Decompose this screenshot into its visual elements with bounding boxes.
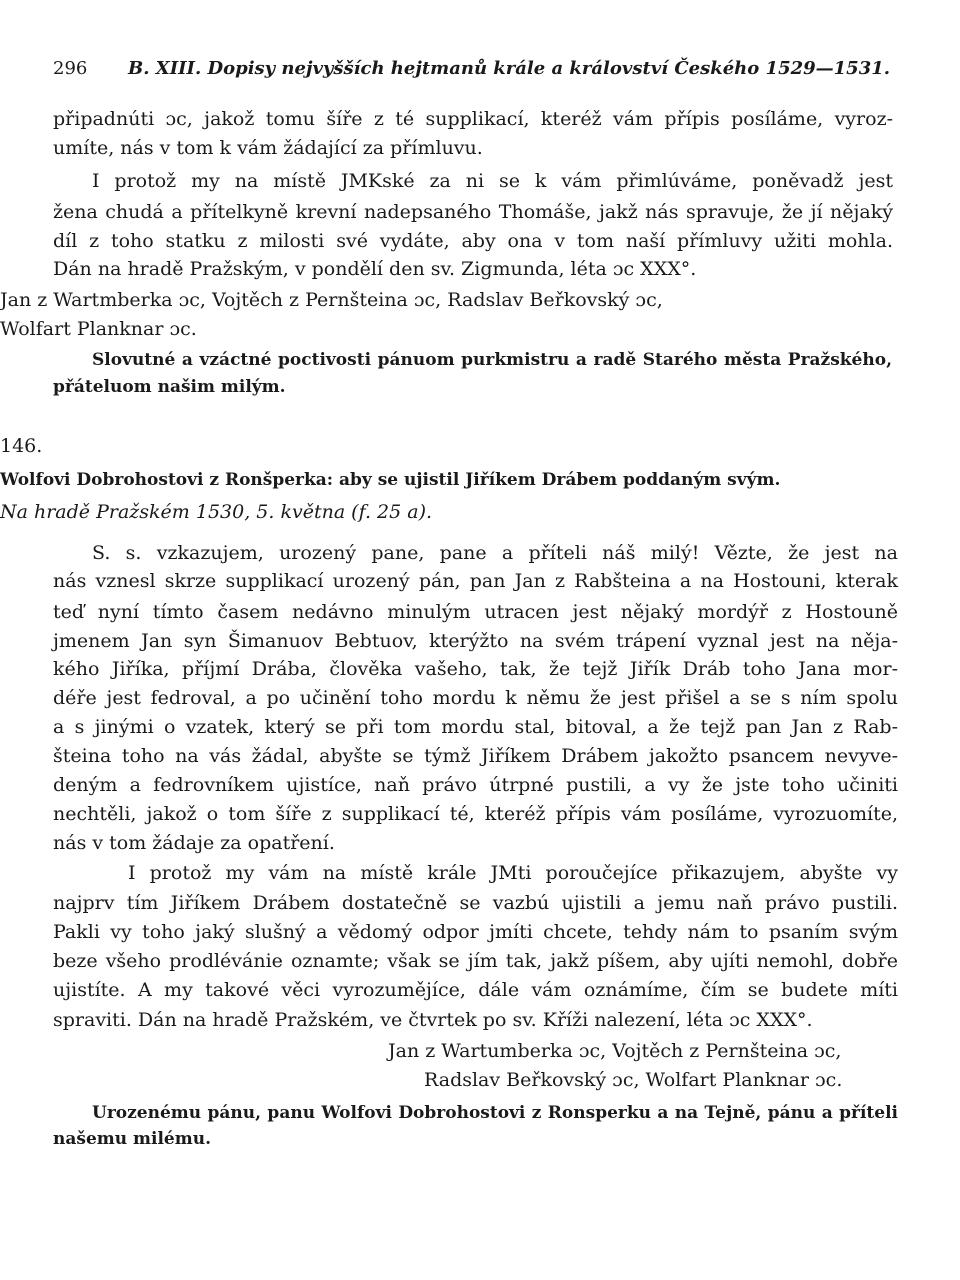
running-title: B. XIII. Dopisy nejvyšších hejtmanů krále a království Českého 1529—1531.: [128, 58, 891, 79]
body-line: nás v tom žádaje za opatření.: [53, 832, 335, 854]
body-line: šteina toho na vás žádal, abyšte se týmž Jiříkem Drábem jakožto psancem nevyve-: [53, 745, 898, 767]
body-line: jmenem Jan syn Šimanuov Bebtuov, kterýžto na svém trápení vyznal jest na něja-: [53, 630, 898, 652]
body-line: najprv tím Jiříkem Drábem dostatečně se vazbú ujistili a jemu naň právo pustili.: [53, 892, 898, 914]
body-line: I protož my vám na místě krále JMti poroučejíce přikazujem, abyšte vy: [128, 862, 898, 884]
body-line: beze všeho prodlévánie oznamte; však se jím tak, jakž píšem, aby ujíti nemohl, dobře: [53, 950, 898, 972]
address-line: Slovutné a vzáctné poctivosti pánuom purkmistru a radě Starého města Pražského,: [92, 350, 892, 370]
body-line: Pakli vy toho jaký slušný a vědomý odpor jmíti chcete, tehdy nám to psaním svým: [53, 921, 898, 943]
body-line: kého Jiříka, příjmí Drába, člověka vašeho, tak, že tejž Jiřík Dráb toho Jana mor-: [53, 658, 898, 680]
letter-number: 146.: [0, 435, 43, 457]
body-line: I protož my na místě JMKské za ni se k vám přimlúváme, poněvadž jest: [92, 170, 893, 192]
body-line: díl z toho statku z milosti své vydáte, aby ona v tom naší přímluvy užiti mohla.: [53, 230, 893, 252]
body-line: připadnúti ɔc, jakož tomu šíře z té supplikací, kteréž vám přípis posíláme, vyroz-: [53, 108, 893, 130]
signature-line: Radslav Beřkovský ɔc, Wolfart Planknar ɔc.: [424, 1069, 843, 1091]
body-line: žena chudá a přítelkyně krevní nadepsaného Thomáše, jakž nás spravuje, že jí nějaký: [53, 201, 893, 223]
page-number: 296: [53, 58, 88, 79]
body-line: spraviti. Dán na hradě Pražském, ve čtvrtek po sv. Kříži nalezení, léta ɔc XXX°.: [53, 1009, 813, 1031]
body-line: nechtěli, jakož o tom šíře z supplikací té, kteréž přípis vám posíláme, vyrozuomíte,: [53, 803, 898, 825]
address-line: našemu milému.: [53, 1129, 212, 1149]
address-line: Urozenému pánu, panu Wolfovi Dobrohostovi z Ronsperku a na Tejně, pánu a příteli: [92, 1103, 898, 1123]
body-line: umíte, nás v tom k vám žádající za přímluvu.: [53, 137, 483, 159]
body-line: Dán na hradě Pražským, v pondělí den sv. Zigmunda, léta ɔc XXX°.: [53, 258, 697, 280]
body-line: nás vznesl skrze supplikací urozený pán, pan Jan z Rabšteina a na Hostouni, kterak: [53, 570, 898, 592]
address-line: přáteluom našim milým.: [53, 377, 286, 397]
body-line: teď nyní tímto časem nedávno minulým utracen jest nějaký mordýř z Hostouně: [53, 601, 898, 623]
signature-line: Jan z Wartumberka ɔc, Vojtěch z Pernšteina ɔc,: [388, 1040, 842, 1062]
body-line: deným a fedrovníkem ujistíce, naň právo útrpné pustili, a vy že jste toho učiniti: [53, 774, 898, 796]
body-line: ujistíte. A my takové věci vyrozumějíce, dále vám oznámíme, čím se budete míti: [53, 979, 898, 1001]
body-line: déře jest fedroval, a po učinění toho mordu k němu že jest přišel a se s ním spolu: [53, 687, 898, 709]
letter-summary: Wolfovi Dobrohostovi z Ronšperka: aby se ujistil Jiříkem Drábem poddaným svým.: [0, 470, 781, 490]
letter-place-date: Na hradě Pražském 1530, 5. května (f. 25 a).: [0, 501, 433, 523]
body-line: S. s. vzkazujem, urozený pane, pane a příteli náš milý! Vězte, že jest na: [92, 542, 898, 564]
signature-line: Jan z Wartmberka ɔc, Vojtěch z Pernšteina ɔc, Radslav Beřkovský ɔc,: [0, 289, 663, 311]
signature-line: Wolfart Planknar ɔc.: [0, 318, 197, 340]
body-line: a s jinými o vzatek, který se při tom mordu stal, bitoval, a že tejž pan Jan z Rab-: [53, 716, 898, 738]
